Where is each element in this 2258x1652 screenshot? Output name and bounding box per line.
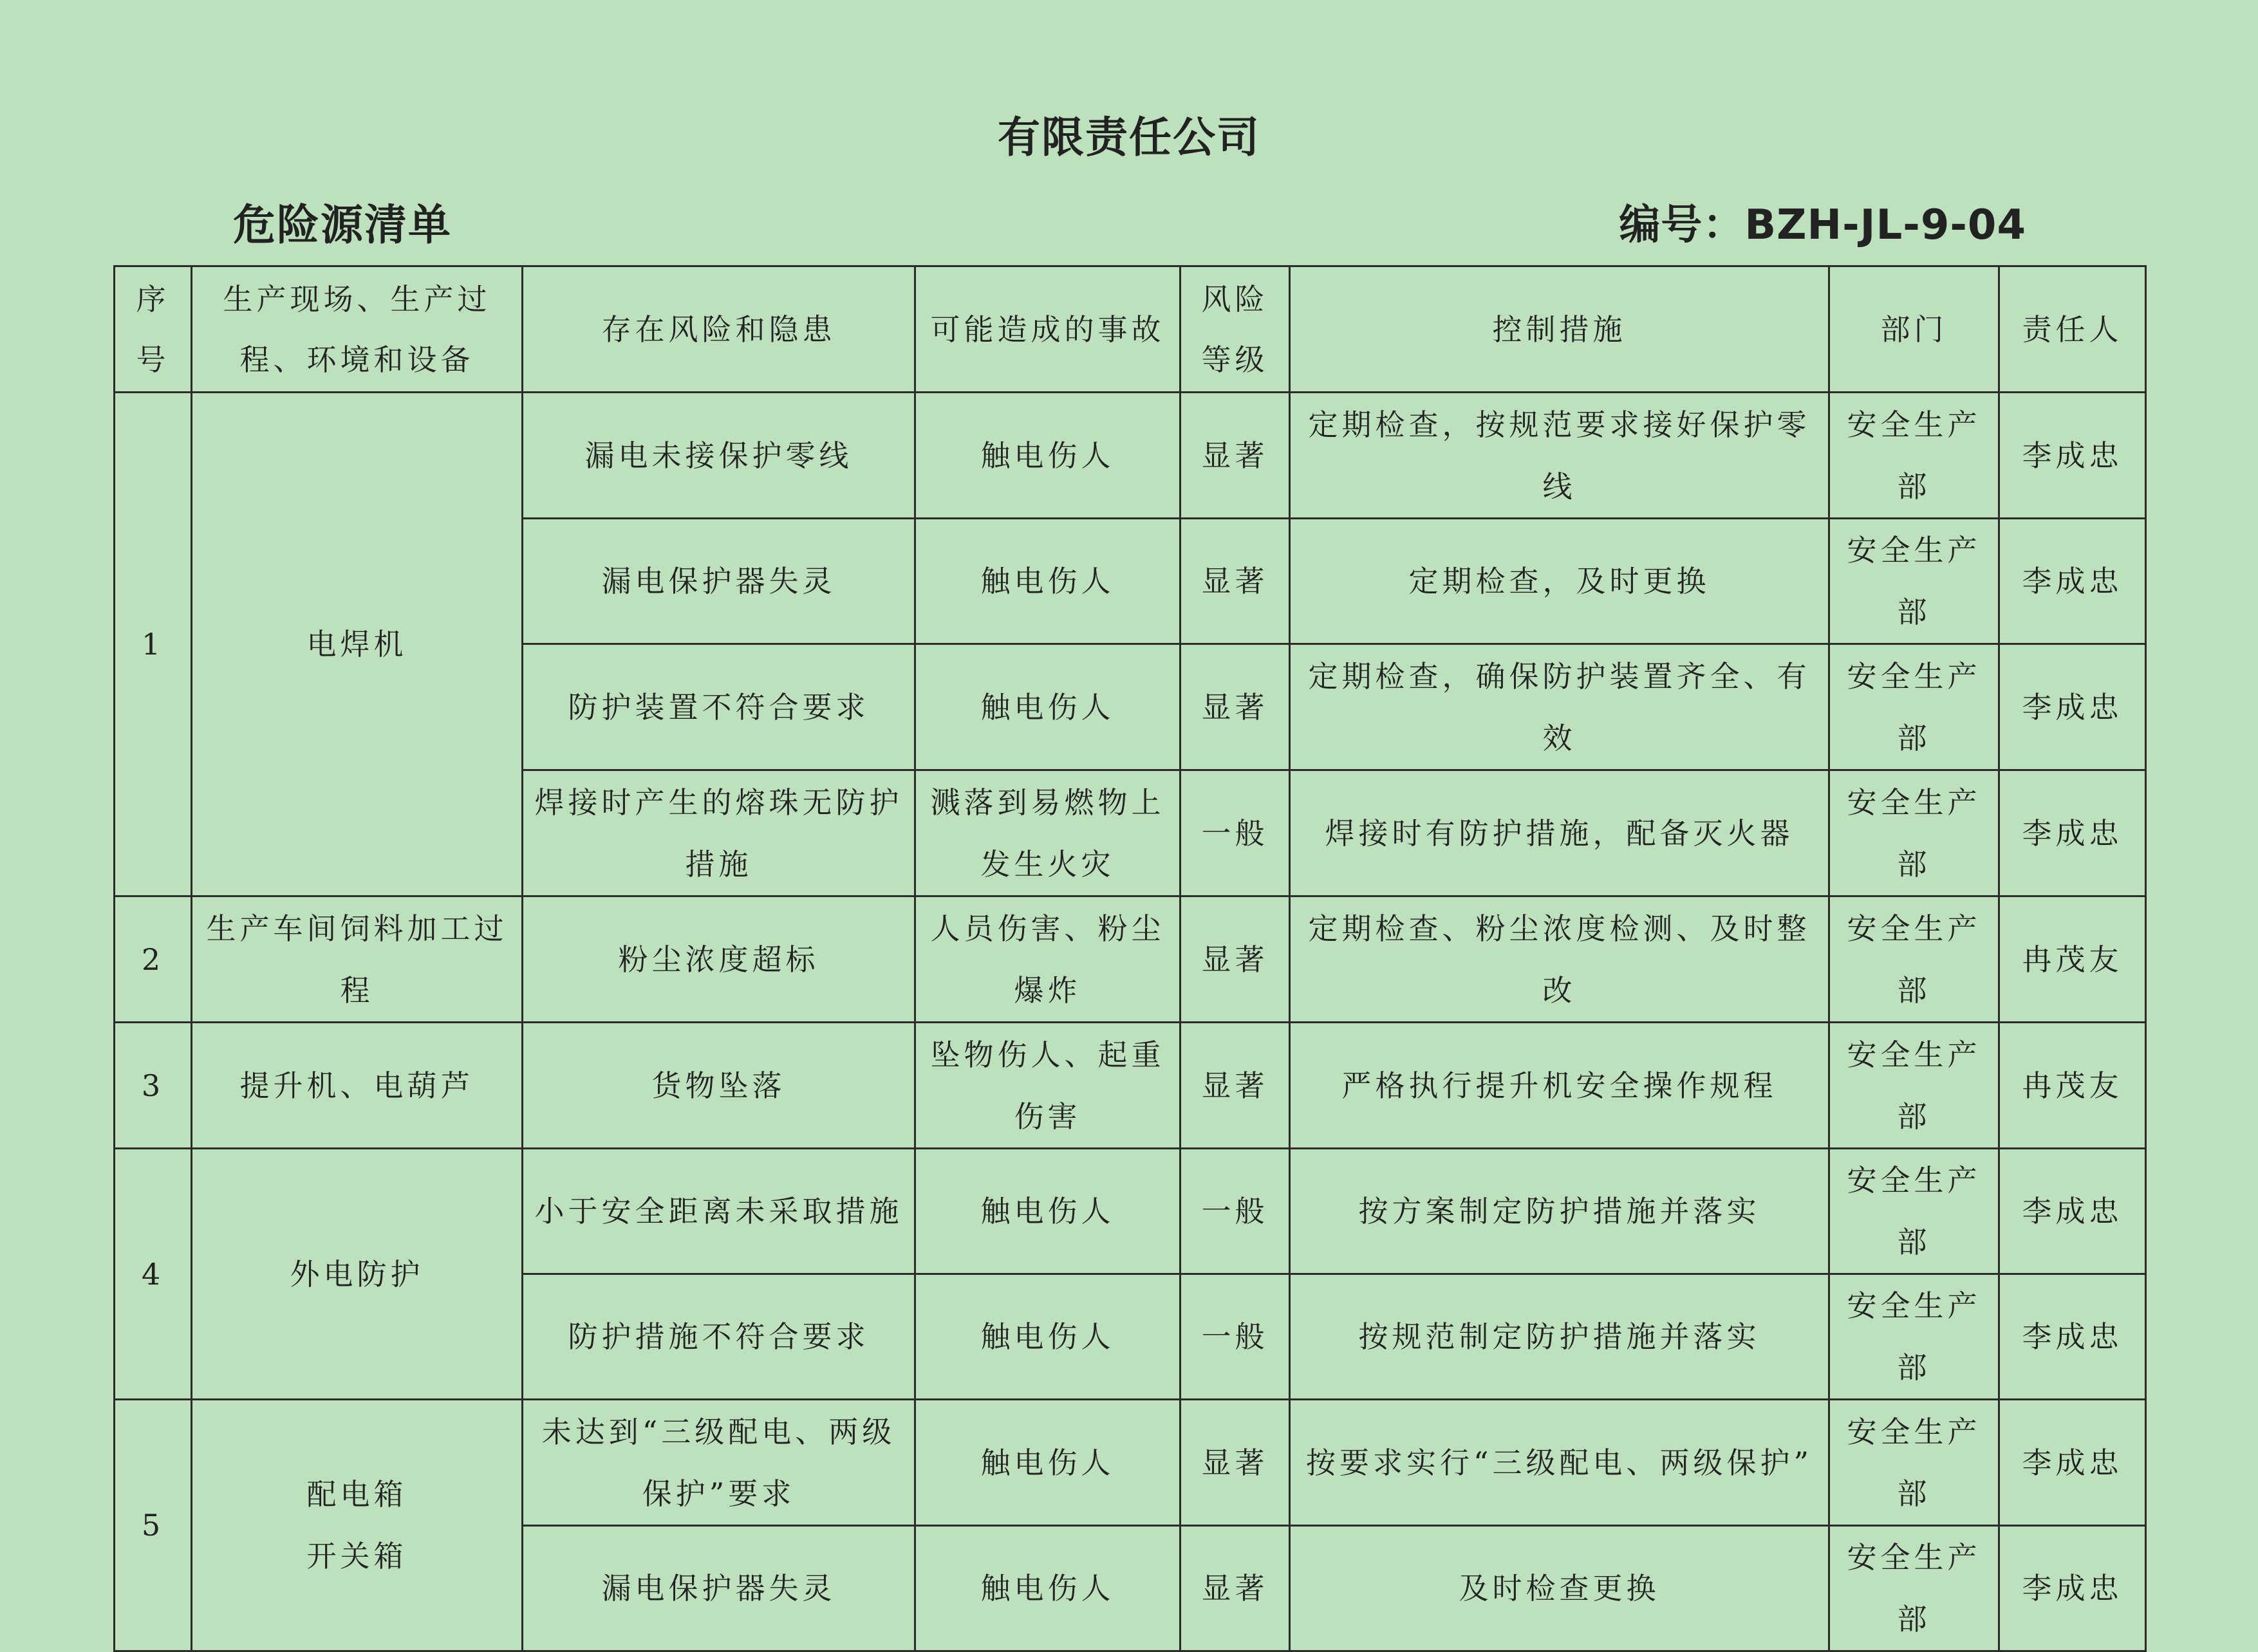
risk-cell: 未达到“三级配电、两级保护”要求 [523,1400,915,1526]
risk-cell: 防护装置不符合要求 [523,644,915,770]
risk-level-cell: 一般 [1180,1274,1290,1400]
risk-level-cell: 显著 [1180,644,1290,770]
risk-level-cell: 显著 [1180,519,1290,644]
person-cell: 李成忠 [1999,1274,2146,1400]
person-cell: 李成忠 [1999,644,2146,770]
risk-cell: 漏电保护器失灵 [523,519,915,644]
person-cell: 李成忠 [1999,1149,2146,1274]
control-cell: 定期检查，及时更换 [1290,519,1829,644]
table-header-row [115,266,2146,393]
accident-cell: 溅落到易燃物上发生火灾 [915,770,1180,896]
risk-level-cell: 一般 [1180,1149,1290,1274]
risk-cell: 焊接时产生的熔珠无防护措施 [523,770,915,896]
risk-level-cell: 显著 [1180,1526,1290,1651]
control-cell: 焊接时有防护措施，配备灭火器 [1290,770,1829,896]
risk-level-cell: 显著 [1180,1023,1290,1149]
person-cell: 冉茂友 [1999,896,2146,1023]
department-cell: 安全生产部 [1829,1526,1999,1651]
table-row [115,393,2146,519]
accident-cell: 坠物伤人、起重伤害 [915,1023,1180,1149]
person-cell: 李成忠 [1999,770,2146,896]
department-cell: 安全生产部 [1829,1274,1999,1400]
serial-number-cell: 3 [115,1023,192,1149]
accident-cell: 触电伤人 [915,644,1180,770]
company-title: 有限责任公司 [998,113,1260,162]
col-dept-header: 部门 [1829,266,1999,393]
control-cell: 按方案制定防护措施并落实 [1290,1149,1829,1274]
table-row [115,1400,2146,1526]
risk-cell: 漏电保护器失灵 [523,1526,915,1651]
risk-level-cell: 一般 [1180,770,1290,896]
control-cell: 按规范制定防护措施并落实 [1290,1274,1829,1400]
person-cell: 冉茂友 [1999,1023,2146,1149]
serial-number-cell: 1 [115,393,192,896]
department-cell: 安全生产部 [1829,393,1999,519]
department-cell: 安全生产部 [1829,1149,1999,1274]
col-level-header: 风险等级 [1180,266,1290,393]
col-risk-header: 存在风险和隐患 [523,266,915,393]
department-cell: 安全生产部 [1829,896,1999,1023]
serial-number-cell: 5 [115,1400,192,1651]
col-no-header: 序号 [115,266,192,393]
control-cell: 定期检查，按规范要求接好保护零线 [1290,393,1829,519]
person-cell: 李成忠 [1999,519,2146,644]
site-item-cell: 配电箱 开关箱 [192,1400,523,1651]
control-cell: 按要求实行“三级配电、两级保护” [1290,1400,1829,1526]
site-item-cell: 生产车间饲料加工过程 [192,896,523,1023]
department-cell: 安全生产部 [1829,1400,1999,1526]
serial-number-cell: 4 [115,1149,192,1400]
accident-cell: 触电伤人 [915,393,1180,519]
col-accident-header: 可能造成的事故 [915,266,1180,393]
site-item-cell: 电焊机 [192,393,523,896]
department-cell: 安全生产部 [1829,770,1999,896]
col-person-header: 责任人 [1999,266,2146,393]
accident-cell: 触电伤人 [915,1400,1180,1526]
person-cell: 李成忠 [1999,393,2146,519]
site-item-cell: 外电防护 [192,1149,523,1400]
table-row [115,1023,2146,1149]
table-row [115,896,2146,1023]
document-title: 危险源清单 [233,200,452,250]
accident-cell: 触电伤人 [915,1274,1180,1400]
accident-cell: 人员伤害、粉尘爆炸 [915,896,1180,1023]
risk-level-cell: 显著 [1180,896,1290,1023]
department-cell: 安全生产部 [1829,519,1999,644]
risk-cell: 漏电未接保护零线 [523,393,915,519]
department-cell: 安全生产部 [1829,644,1999,770]
site-item-cell: 提升机、电葫芦 [192,1023,523,1149]
person-cell: 李成忠 [1999,1400,2146,1526]
risk-level-cell: 显著 [1180,1400,1290,1526]
control-cell: 严格执行提升机安全操作规程 [1290,1023,1829,1149]
risk-cell: 货物坠落 [523,1023,915,1149]
accident-cell: 触电伤人 [915,1149,1180,1274]
accident-cell: 触电伤人 [915,519,1180,644]
risk-cell: 小于安全距离未采取措施 [523,1149,915,1274]
control-cell: 定期检查，确保防护装置齐全、有效 [1290,644,1829,770]
department-cell: 安全生产部 [1829,1023,1999,1149]
risk-level-cell: 显著 [1180,393,1290,519]
control-cell: 定期检查、粉尘浓度检测、及时整改 [1290,896,1829,1023]
serial-number-cell: 2 [115,896,192,1023]
table-row [115,1149,2146,1274]
risk-cell: 粉尘浓度超标 [523,896,915,1023]
table-body [115,393,2146,1651]
col-site-header: 生产现场、生产过程、环境和设备 [192,266,523,393]
hazard-table [113,265,2147,1652]
person-cell: 李成忠 [1999,1526,2146,1651]
document-number: 编号：BZH-JL-9-04 [1619,201,2026,249]
accident-cell: 触电伤人 [915,1526,1180,1651]
col-control-header: 控制措施 [1290,266,1829,393]
control-cell: 及时检查更换 [1290,1526,1829,1651]
risk-cell: 防护措施不符合要求 [523,1274,915,1400]
